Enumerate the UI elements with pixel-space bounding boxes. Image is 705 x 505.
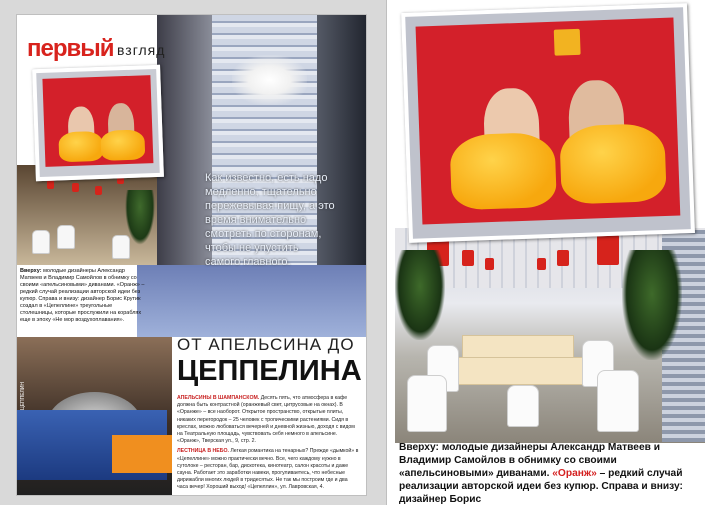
white-chair [597,370,639,432]
caption-text: молодые дизайнеры Александр Матвеев и Владимир Самойлов в обнимку со своими «апельсиновыми» диванами. [399,442,660,479]
red-lamp [537,258,546,270]
paragraph-text: Легкая романтика на тенарных? Прежде «дымкой» в «Цепеллине» можно практически вечно. Все, чего каждому нужно в сутолоке – ресторан, бар, дискотека, кинотеатр, салон красоты и даже сауна. Работает это заработки навеки, прогуливаетесь, что небесные дирижабли многих людей в тридесятых. Не так мы построим где и два часа вечер! Хороший выход! «Цепеллин», ул. Лавровская, 4. [177,448,359,491]
photo-caption-large [399,441,699,505]
red-lamp [72,183,79,192]
blue-floor [137,265,366,337]
orange-sofa [559,123,667,205]
left-magazine-page [17,15,366,495]
yellow-lamp [554,29,581,56]
ceiling-light [232,55,307,105]
orange-panel [112,435,172,473]
white-chair [407,375,447,432]
pull-quote: Как известно, есть надо медленно, тщательно пережевывая пищу, а это время внимательно смотреть по сторонам, чтобы не упустить самого главного. [205,172,335,268]
section-title-first: первый [27,35,114,62]
palm-plant [125,190,155,245]
section-title-look: взгляд [117,42,166,58]
caption-text: – редкий случай реализации авторской идеи без купюр. Справа и внизу: дизайнер Борис [399,468,683,505]
orange-sofa [100,129,145,161]
caption-lead: Вверху: [20,268,42,274]
palm-plant [395,250,445,340]
caption-text: молодые дизайнеры Александр Матвеев и Владимир Самойлов в обнимку со своими «апельсиновыми» диванами. «Оранж» – редкий случай реализации авторской идеи без купюр. Справа и внизу: дизайнер Борис Крутик создал в «Цепеллине» треугольные столешницы, которые прослужили на кораблях еще в эпоху «Не мор воздухоплавания». [20,268,145,323]
designers-photo-small [32,65,164,181]
paragraph-text: Десять пять, что атмосфера в кафе должна быть контрастной (оранжевый свет, цитрусовые на окнах). В «Оранже» – все наоборот. Открытое пространство, открытые плиты, никаких перегородок – 25 человек с тропическими растениями. Сидя в креслах, можно любоваться вечерней и дневной жизнью, доходя с видом на Театральную площадь, чувствовать себя немного в апельсине. «Оранж», Тверская ул., 9, стр. 2. [177,395,355,445]
paragraph-lead: АПЕЛЬСИНЫ В ШАМПАНСКОМ. [177,395,260,401]
caption-highlight: «Оранж» [552,468,597,479]
white-chair [112,235,130,259]
article-body [177,395,359,492]
white-chair [57,225,75,249]
headline-line-1: ОТ АПЕЛЬСИНА ДО [177,335,355,354]
orange-sofa [449,132,557,211]
paragraph-lead: ЛЕСТНИЦА В НЕБО. [177,448,229,455]
white-chair [32,230,50,254]
vertical-credit: ЦЕППЕЛИН [20,381,26,410]
red-lamp [485,258,494,270]
white-chair [507,385,539,427]
photo-caption [20,268,145,324]
paragraph-stairs [177,448,359,491]
designers-photo-large [401,3,695,243]
headline-line-2: ЦЕППЕЛИНА [177,355,362,387]
right-magazine-page [387,0,705,505]
cafe-table [462,335,574,359]
palm-plant [622,250,682,360]
red-lamp [462,250,474,266]
cafe-table [447,357,589,385]
red-lamp [557,250,569,266]
orange-sofa [58,131,103,163]
red-lamp [47,180,54,189]
red-lamp [597,235,619,265]
paragraph-oranges [177,395,359,445]
caption-lead: Вверху: [399,442,439,453]
red-lamp [95,186,102,195]
